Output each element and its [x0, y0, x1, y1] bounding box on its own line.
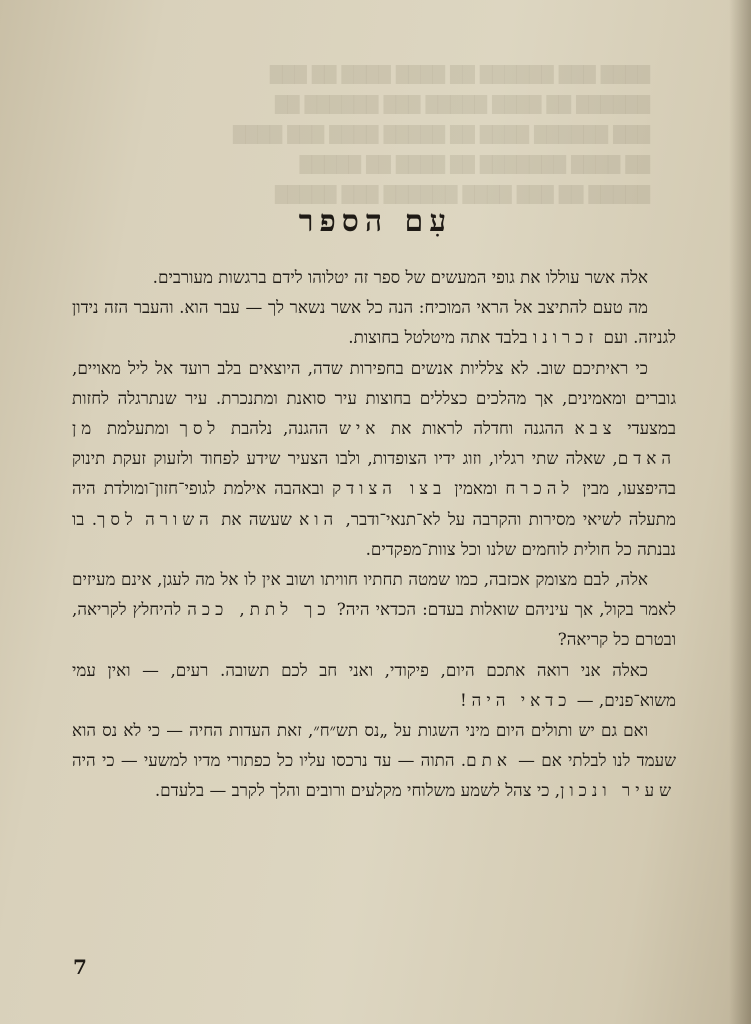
- chapter-title: עִם הספר: [298, 204, 453, 239]
- paragraph: [72, 353, 676, 564]
- text-run: . בו נבנתה כל חולית לוחמים שלנו וכל צוות־מפקדים.: [72, 508, 676, 559]
- page-edge-shadow: [729, 0, 751, 1024]
- spaced-emphasis: לסך: [179, 418, 221, 439]
- text-run: [138, 509, 145, 529]
- text-run: בלבד אתה מיטלטל בחוצות.: [348, 327, 533, 348]
- text-run: . התוה — עד נרכסו עליו כל כפתורי מדיו למשעי — כי היה: [72, 750, 467, 771]
- text-run: ההגנה, נלהבת: [220, 418, 339, 439]
- spaced-emphasis: מן האדם: [72, 418, 676, 469]
- spaced-emphasis: בצו הצודק: [332, 478, 447, 499]
- text-run: מה טעם להתיצב אל הראי המוכיח: הנה כל אשר נשאר לך — עבר הוא. והעבר הזה נידון לגניזה. ועם: [72, 297, 676, 348]
- text-run: ההגנה וחדלה לראות את: [380, 418, 575, 439]
- paragraph: [72, 655, 676, 715]
- body-text: [72, 262, 676, 806]
- text-run: ובאהבה אילמת לגופי־חזון־ומולדת היה מתעלה לשיאי מסירות והקרבה על לא־תנאי־ודבר,: [72, 478, 676, 529]
- text-run: ומאמין: [446, 478, 506, 499]
- text-run: ומתעלמת: [96, 418, 180, 439]
- paragraph: [72, 262, 676, 292]
- paragraph: [72, 564, 676, 655]
- spaced-emphasis: כדאי היה!: [459, 689, 572, 710]
- text-run: כאלה אני רואה אתכם היום, פיקודי, ואני חב לכם תשובה. רעים, — ואין עמי משוא־פנים, —: [72, 659, 676, 710]
- spaced-emphasis: צבא: [574, 418, 617, 439]
- text-run: אלה אשר עוללו את גופי המעשים של ספר זה יטלוהו לידם ברגשות מעורבים.: [152, 267, 648, 287]
- spaced-emphasis: השורה: [145, 508, 214, 529]
- text-run: להיחלץ לקריאה, ובטרם כל קריאה?: [72, 599, 676, 650]
- page-number: 7: [73, 955, 87, 979]
- spaced-emphasis: שעיר ונכון: [560, 780, 676, 801]
- paragraph: [72, 292, 676, 352]
- spaced-emphasis: זכרונו: [532, 327, 599, 348]
- spaced-emphasis: כך לתת, ככה: [187, 599, 331, 620]
- text-run: ואם גם יש ותולים היום מיני השגות על „נס תש״ח״, זאת העדות החיה — כי לא נס הוא שעמד לנו לבלתי אם —: [72, 720, 676, 771]
- bleed-through-text: ████ ███ ██████ ██ ████ ████ ██ ███ ██████ ██ ████ █████ ███ ██████ ██ ███ ██████ ████ ██ █████ ████ ███ ████ ██ ████ ███████ ██ ████ ██ █████ █████ ██ ███ ████ ██████ ███ █████: [232, 65, 650, 204]
- text-run: שעשה את: [213, 508, 300, 529]
- text-run: , כי צהל לשמע משלוחי מקלעים ורובים והלך לקרב — בלעדם.: [154, 780, 561, 801]
- text-run: כי ראיתיכם שוב. לא צלליות אנשים בחפירות שדה, היוצאים בלב רועד אל ליל מאויים, גוברים ומאמינים, אך מהלכים כצללים בחוצות עיר סואנת ומתנכרת. עיר שנתרגלה לחזות במצעדי: [72, 357, 676, 439]
- spaced-emphasis: לסך: [97, 508, 138, 529]
- spaced-emphasis: איש: [338, 418, 381, 439]
- text-run: אלה, לבם מצומק אכזבה, כמו שמטה תחתיו חוויתו ושוב אין לו אל מה לעגן, אינם מעיזים לאמר בקול, אך עיניהם שואלות בעדם: הכדאי היה?: [72, 569, 676, 620]
- paragraph: [72, 715, 676, 806]
- spaced-emphasis: הוא: [299, 508, 339, 529]
- spaced-emphasis: להכרח: [505, 478, 575, 499]
- spaced-emphasis: אתם: [466, 750, 512, 771]
- text-run: , שאלה שתי רגליו, וזוג ידיו הצופדות, ולבו הצעיר שידע לפחוד ולזעוק זעקת תינוק בהיפצעו, מבין: [72, 448, 676, 499]
